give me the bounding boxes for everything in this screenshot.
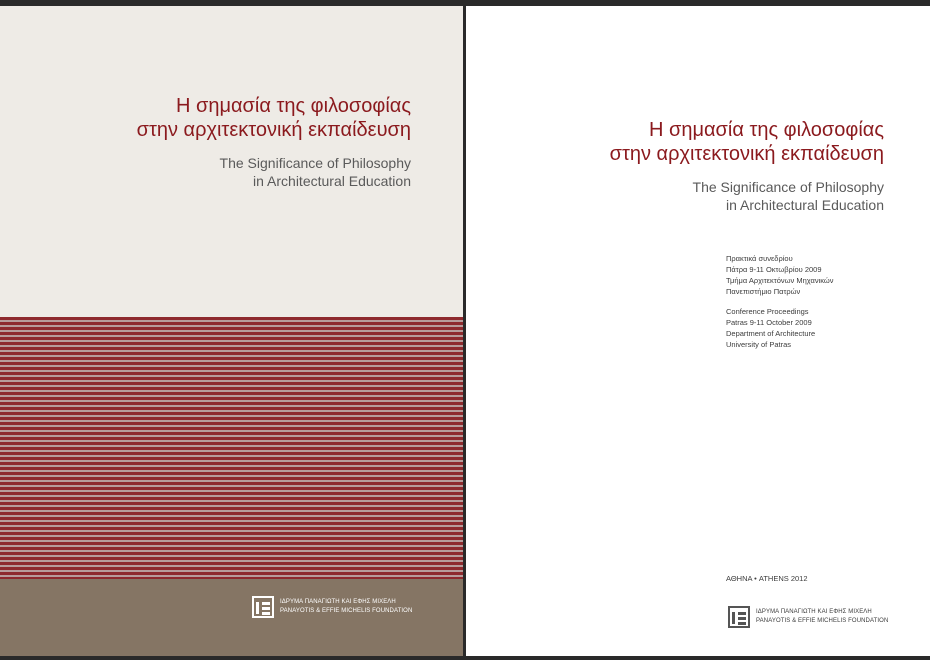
meta-english-line: Conference Proceedings	[726, 307, 809, 316]
foundation-logo-icon	[728, 606, 750, 628]
title-page-greek-line1: Η σημασία της φιλοσοφίας	[649, 119, 884, 141]
cover-foundation-english: PANAYOTIS & EFFIE MICHELIS FOUNDATION	[280, 608, 413, 614]
cover-title-greek-line1: Η σημασία της φιλοσοφίας	[176, 95, 411, 117]
cover-title-english-line2: in Architectural Education	[253, 173, 411, 189]
cover-title-english	[137, 154, 411, 190]
title-page-title-english	[610, 178, 884, 214]
cover-foundation-greek: ΙΔΡΥΜΑ ΠΑΝΑΓΙΩΤΗ ΚΑΙ ΕΦΗΣ ΜΙΧΕΛΗ	[280, 599, 396, 605]
cover-footer	[0, 579, 463, 656]
cover-foundation-logo	[252, 596, 412, 618]
title-page-foundation-english: PANAYOTIS & EFFIE MICHELIS FOUNDATION	[756, 618, 889, 624]
title-page-greek-line2: στην αρχιτεκτονική εκπαίδευση	[609, 143, 884, 165]
title-page-foundation-logo	[728, 606, 888, 628]
cover-title-english-line1: The Significance of Philosophy	[219, 155, 411, 171]
title-page-english-line1: The Significance of Philosophy	[692, 179, 884, 195]
title-page-english-line2: in Architectural Education	[726, 197, 884, 213]
meta-greek-line: Πάτρα 9-11 Οκτωβρίου 2009	[726, 265, 822, 274]
meta-greek-line: Τμήμα Αρχιτεκτόνων Μηχανικών	[726, 276, 834, 285]
title-page-title-greek	[610, 118, 884, 166]
foundation-logo-icon	[252, 596, 274, 618]
conference-details	[726, 253, 834, 350]
meta-english-line: Patras 9-11 October 2009	[726, 318, 812, 327]
meta-greek-line: Πρακτικά συνεδρίου	[726, 254, 793, 263]
title-page	[466, 6, 930, 656]
cover-titles	[137, 94, 411, 190]
cover-stripe-band	[0, 317, 463, 579]
meta-english-line: University of Patras	[726, 340, 792, 349]
meta-greek-line: Πανεπιστήμιο Πατρών	[726, 287, 801, 296]
place-year: ΑΘΗΝΑ • ATHENS 2012	[726, 574, 808, 583]
title-page-foundation-greek: ΙΔΡΥΜΑ ΠΑΝΑΓΙΩΤΗ ΚΑΙ ΕΦΗΣ ΜΙΧΕΛΗ	[756, 609, 872, 615]
cover-title-greek-line2: στην αρχιτεκτονική εκπαίδευση	[136, 119, 411, 141]
book-cover	[0, 6, 463, 656]
cover-title-greek	[137, 94, 411, 142]
meta-english-line: Department of Architecture	[726, 329, 816, 338]
title-page-titles	[610, 118, 884, 214]
